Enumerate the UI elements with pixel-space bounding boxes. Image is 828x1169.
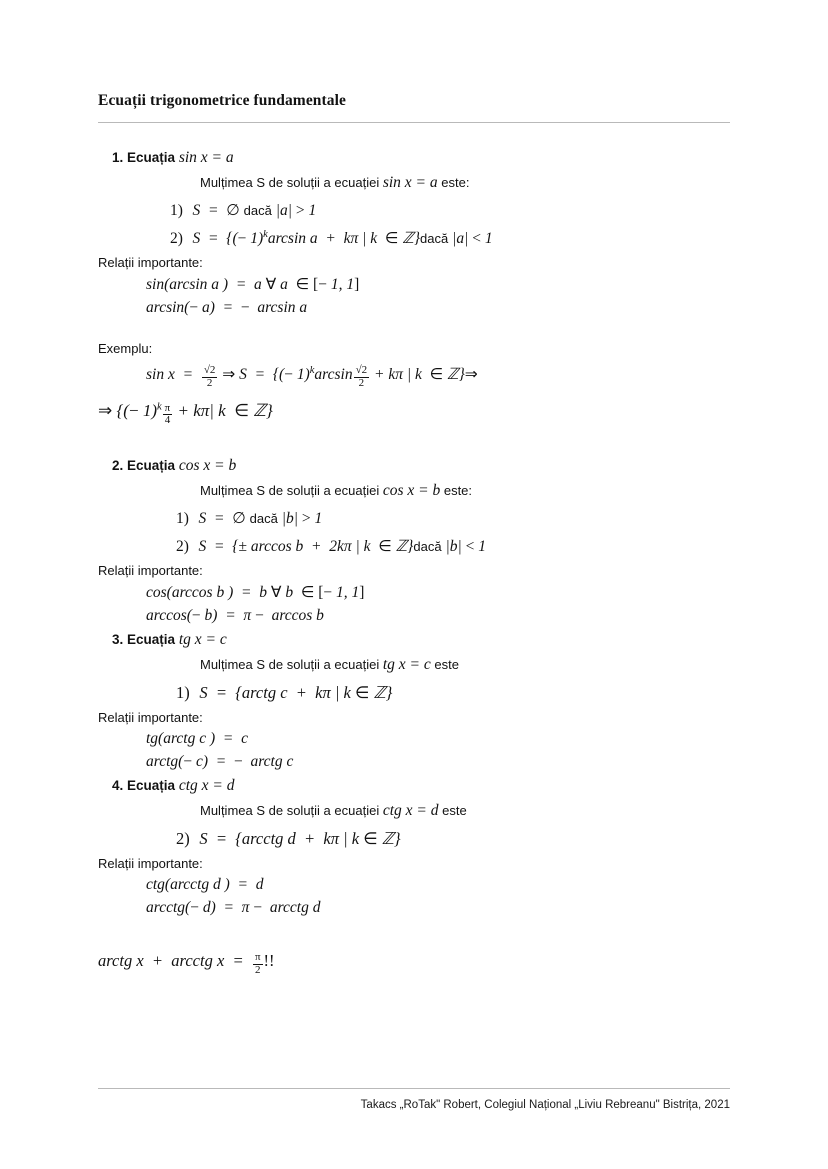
section-1-relation-2: arcsin(− a) = − arcsin a (146, 299, 308, 317)
page-footer (98, 1088, 730, 1111)
section-1-set-intro (200, 174, 730, 192)
section-1-number: 1. (112, 150, 124, 165)
fraction-sqrt2-2: $\frac{√2}{2}$ (203, 364, 216, 389)
section-2-relations-label: Relații importante: (98, 563, 203, 579)
section-4-set-intro-end: este (442, 803, 467, 819)
section-4-set-intro-eq: ctg x = d (382, 802, 439, 820)
section-1-heading (112, 149, 730, 167)
final-identity: arctg x + arcctg x = $\frac{\pi}{2}$ !! (98, 951, 275, 976)
section-2-solution-2 (176, 537, 730, 556)
section-3-solution-1 (176, 683, 730, 703)
section-3-label: Ecuația (127, 632, 176, 648)
section-2-heading (112, 457, 730, 475)
section-2-relation-2: arccos(− b) = π − arccos b (146, 607, 324, 625)
section-1-set-intro-eq: sin x = a (382, 174, 438, 191)
section-1-solution-2 (170, 229, 730, 248)
solution-index: 1) (176, 510, 189, 528)
solution-body: S = {arctg c + kπ | k ∈ ℤ} (199, 683, 393, 703)
section-4-equation: ctg x = d (178, 777, 235, 795)
section-2-set-intro (200, 482, 730, 500)
section-2-number: 2. (112, 458, 124, 474)
section-3-heading (112, 631, 730, 649)
page-title: Ecuații trigonometrice fundamentale (98, 92, 347, 109)
section-3-set-intro-end: este (434, 657, 459, 673)
footer-credit: Takacs „RoTak" Robert, Colegiul Național „Liviu Rebreanu" Bistrița, 2021 (360, 1099, 730, 1111)
section-1-set-intro-text: Mulțimea S de soluții a ecuației (200, 175, 380, 190)
fraction-pi-2: $\frac{\pi}{2}$ (254, 951, 261, 976)
section-3-number: 3. (112, 632, 124, 648)
section-1-label: Ecuația (127, 150, 176, 165)
section-1-equation: sin x = a (178, 149, 234, 166)
document-body (98, 92, 730, 977)
solution-index: 2) (176, 538, 189, 556)
section-4-heading (112, 777, 730, 795)
section-4 (98, 777, 730, 917)
solution-body: S = {(− 1)$^k$arcsin a + kπ | k ∈ ℤ}dacă |a| < 1 (192, 229, 493, 248)
example-line-1: sin x = $\frac{√2}{2}$ ⇒ S = {(− 1)$^k$arcsin $\frac{√2}{2}$ + kπ | k ∈ ℤ}⇒ (146, 364, 478, 389)
section-3-set-intro-text: Mulțimea S de soluții a ecuației (200, 657, 380, 673)
section-2-equation: cos x = b (178, 457, 237, 475)
section-1-set-intro-end: este: (441, 175, 470, 190)
section-1-relation-1: sin(arcsin a ) = a ∀ a ∈ [− 1, 1] (146, 276, 360, 294)
section-3-relation-2: arctg(− c) = − arctg c (146, 753, 294, 771)
section-4-relation-2: arcctg(− d) = π − arcctg d (146, 899, 321, 917)
section-4-label: Ecuația (127, 778, 176, 794)
solution-body: S = ∅ dacă |b| > 1 (198, 510, 323, 528)
section-4-set-intro-text: Mulțimea S de soluții a ecuației (200, 803, 380, 819)
section-3-set-intro-eq: tg x = c (382, 656, 431, 674)
solution-body: S = {arcctg d + kπ | k ∈ ℤ} (199, 829, 401, 849)
solution-body: S = {± arccos b + 2kπ | k ∈ ℤ}dacă |b| < 1 (198, 538, 486, 556)
section-1-solution-1 (170, 201, 730, 220)
section-3-equation: tg x = c (178, 631, 227, 649)
section-4-solution-1 (176, 829, 730, 849)
section-4-relations-label: Relații importante: (98, 856, 203, 872)
section-2-set-intro-eq: cos x = b (382, 482, 441, 500)
section-2-solution-1 (176, 509, 730, 528)
fraction-pi-4: $\frac{\pi}{4}$ (164, 401, 171, 427)
solution-index: 1) (176, 683, 190, 703)
title-divider (98, 122, 730, 123)
solution-index: 1) (170, 202, 183, 219)
section-1-relations-label: Relații importante: (98, 255, 203, 271)
example-label: Exemplu: (98, 341, 153, 357)
section-4-number: 4. (112, 778, 124, 794)
solution-body: S = ∅ dacă |a| > 1 (192, 202, 317, 219)
section-2-relation-1: cos(arccos b ) = b ∀ b ∈ [− 1, 1] (146, 584, 365, 602)
section-2-set-intro-text: Mulțimea S de soluții a ecuației (200, 483, 380, 499)
section-1 (98, 149, 730, 427)
fraction-sqrt2-2: $\frac{√2}{2}$ (355, 364, 368, 389)
section-4-relation-1: ctg(arcctg d ) = d (146, 876, 264, 894)
section-3 (98, 631, 730, 771)
section-3-set-intro (200, 656, 730, 674)
section-3-relations-label: Relații importante: (98, 710, 203, 726)
section-3-relation-1: tg(arctg c ) = c (146, 730, 248, 748)
footer-divider (98, 1088, 730, 1089)
solution-index: 2) (176, 829, 190, 849)
section-2-set-intro-end: este: (443, 483, 473, 499)
solution-index: 2) (170, 230, 183, 248)
section-2 (98, 457, 730, 625)
example-line-2: ⇒ {(− 1)$^k$ $\frac{\pi}{4}$ + kπ| k ∈ ℤ} (98, 401, 273, 427)
section-2-label: Ecuația (127, 458, 176, 474)
section-4-set-intro (200, 802, 730, 820)
